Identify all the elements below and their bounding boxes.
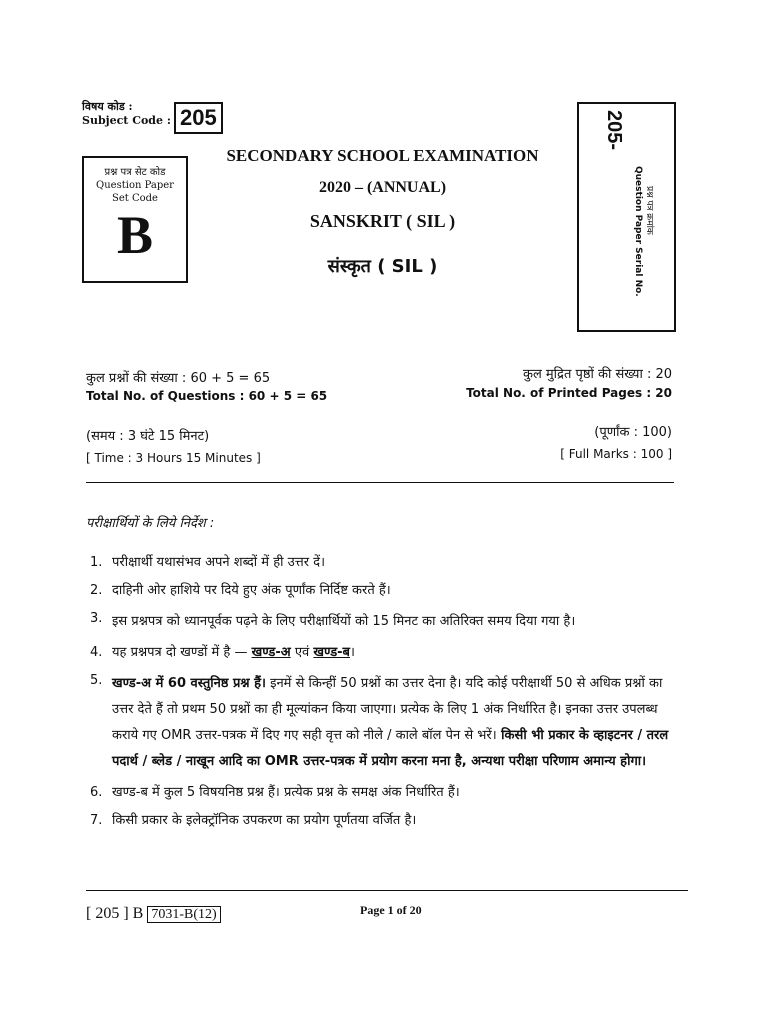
instruction-text-mid: एवं [290,645,314,660]
set-code-box [82,156,188,283]
time-en: [ Time : 3 Hours 15 Minutes ] [86,451,261,465]
instruction-text: किसी प्रकार के इलेक्ट्रॉनिक उपकरण का प्रयोग पूर्णतया वर्जित है। [112,813,417,828]
instruction-number: 7. [90,813,103,828]
time-hi: (समय : 3 घंटे 15 मिनट) [86,429,210,444]
serial-code: 205- [603,110,625,151]
instruction-text-pre: यह प्रश्नपत्र दो खण्डों में है — [112,645,252,660]
instruction-number: 2. [90,583,103,598]
instructions-heading: परीक्षार्थियों के लिये निर्देश : [86,516,215,531]
instruction-text-bold: खण्ड-अ में 60 वस्तुनिष्ठ प्रश्न हैं। [112,676,266,691]
instruction-text [112,671,678,775]
pages-count-en: Total No. of Printed Pages : 20 [466,386,672,400]
set-code-letter: B [116,205,154,265]
serial-number-box [577,102,676,332]
instruction-text [112,643,678,663]
footer-left [86,905,221,923]
page-number: Page 1 of 20 [360,903,422,917]
subject-en: SANSKRIT ( SIL ) [309,211,456,231]
instructions-list [90,553,678,831]
instruction-number: 4. [90,645,103,660]
header-divider [86,482,674,483]
instruction-text: खण्ड-ब में कुल 5 विषयनिष्ठ प्रश्न हैं। प्रत्येक प्रश्न के समक्ष अंक निर्धारित हैं। [112,785,460,800]
marks-hi: (पूर्णांक : 100) [594,425,672,440]
instruction-text-body: इनमें से किन्हीं 50 प्रश्नों का उत्तर देना है। यदि कोई परीक्षार्थी 50 से अधिक प्रश्नों का उत्तर देते हैं तो प्रथम 50 प्रश्नों का ही मूल्यांकन किया जाएगा। प्रत्येक के लिए 1 अंक निर्धारित है। इनका उत्तर उपलब्ध कराये गए OMR उत्तर-पत्रक में दिए गए सही वृत्त को नीले / काले बॉल पेन से भरें। [112,676,663,743]
questions-count-en: Total No. of Questions : 60 + 5 = 65 [86,389,328,403]
set-code-label-en-2: Set Code [112,193,158,204]
footer-code-box: 7031-B(12) [147,906,220,923]
subject-hi: संस्कृत ( SIL ) [327,256,438,277]
set-code-label-en-1: Question Paper [96,180,174,191]
footer-divider [86,890,688,891]
serial-label-en: Question Paper Serial No. [633,166,643,297]
subject-code-box: 205 [174,102,223,134]
instruction-text: परीक्षार्थी यथासंभव अपने शब्दों में ही उत्तर दें। [112,555,325,570]
set-code-label-hi: प्रश्न पत्र सेट कोड [104,167,166,178]
subject-code-label-hi: विषय कोड : [82,100,133,113]
instruction-item [90,671,678,775]
instruction-item [90,783,678,803]
instruction-text-bold-end: किसी भी प्रकार के व्हाइटनर / तरल पदार्थ / ब्लेड / नाखून आदि का OMR उत्तर-पत्रक में प्रयोग करना मना है, अन्यथा परीक्षा परिणाम अमान्य होगा। [112,728,669,769]
instruction-number: 3. [90,611,103,626]
instruction-item [90,811,678,831]
part-b-label: खण्ड-ब [313,645,350,660]
instruction-number: 1. [90,555,103,570]
footer-subject-set: [ 205 ] B [86,905,144,922]
exam-year: 2020 – (ANNUAL) [318,179,447,196]
instruction-item [90,553,678,573]
pages-count-hi: कुल मुद्रित पृष्ठों की संख्या : 20 [522,367,672,382]
serial-label-hi: प्रश्न पत्र क्रमांक [644,186,654,235]
part-a-label: खण्ड-अ [251,645,291,660]
instruction-item [90,643,678,663]
subject-code-label [82,100,171,128]
exam-title: SECONDARY SCHOOL EXAMINATION [226,146,539,165]
instruction-item [90,581,678,601]
subject-code-label-en: Subject Code : [82,114,171,127]
instruction-number: 5. [90,673,103,688]
questions-count-hi: कुल प्रश्नों की संख्या : 60 + 5 = 65 [86,371,271,386]
marks-en: [ Full Marks : 100 ] [560,447,672,461]
instruction-number: 6. [90,785,103,800]
instruction-text: इस प्रश्नपत्र को ध्यानपूर्वक पढ़ने के लिए परीक्षार्थियों को 15 मिनट का अतिरिक्त समय दिया गया है। [112,614,576,629]
instruction-text: दाहिनी ओर हाशिये पर दिये हुए अंक पूर्णांक निर्दिष्ट करते हैं। [112,583,391,598]
instruction-text-post: । [349,645,355,660]
instruction-item [90,609,678,635]
